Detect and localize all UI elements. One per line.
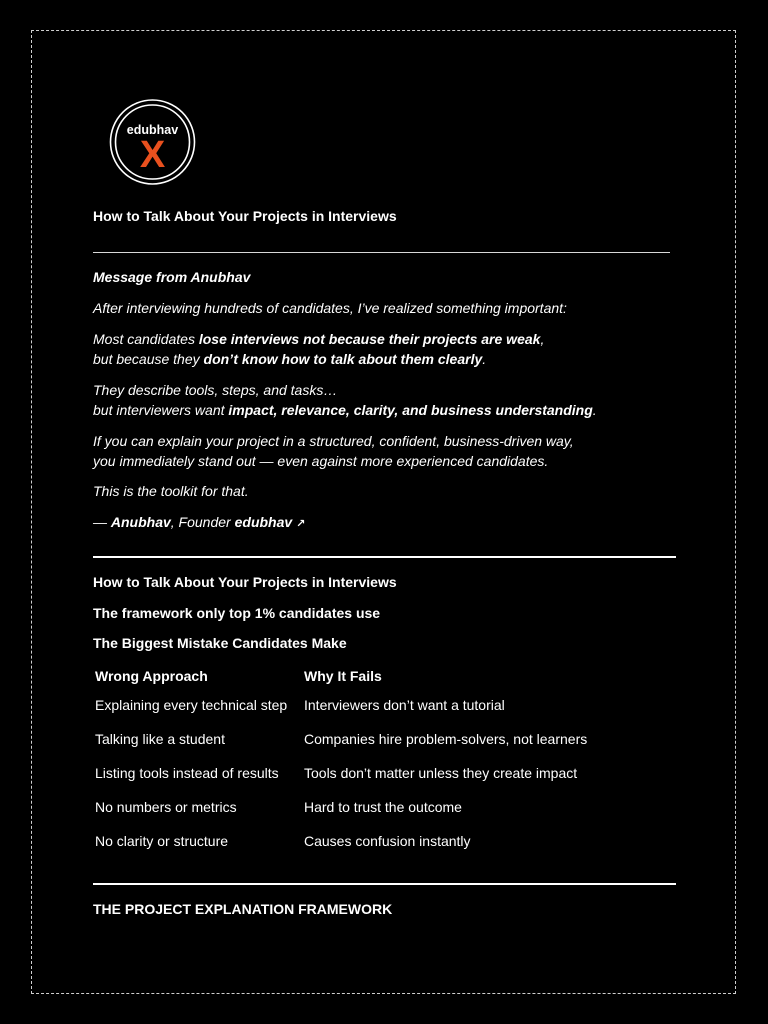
table-header-row (93, 664, 589, 688)
message-paragraph-5: This is the toolkit for that. (93, 483, 249, 499)
message-paragraph-4-line-1: If you can explain your project in a structured, confident, business-driven way, (93, 433, 574, 449)
document-title: How to Talk About Your Projects in Interviews (93, 208, 397, 224)
mistakes-table (93, 664, 589, 858)
message-paragraph-3-line-2: but interviewers want impact, relevance, clarity, and business understanding. (93, 402, 597, 418)
message-paragraph-2-line-2: but because they don’t know how to talk about them clearly. (93, 351, 487, 367)
message-paragraph-1: After interviewing hundreds of candidates, I’ve realized something important: (93, 300, 567, 316)
table-cell: Hard to trust the outcome (304, 799, 462, 815)
signature-name: Anubhav (110, 514, 171, 530)
external-link-icon[interactable]: ↗ (296, 518, 306, 530)
mistakes-heading: The Biggest Mistake Candidates Make (93, 635, 347, 651)
logo-mark: X (139, 134, 166, 176)
table-row (93, 790, 589, 824)
logo-text: edubhav (126, 123, 179, 137)
table-row (93, 824, 589, 858)
table-cell: No numbers or metrics (95, 799, 237, 815)
table-cell: Companies hire problem-solvers, not learners (304, 731, 588, 747)
message-paragraph-4-line-2: you immediately stand out — even against more experienced candidates. (93, 453, 549, 469)
section-divider-2 (93, 883, 676, 885)
table-row (93, 756, 589, 790)
section-divider-1 (93, 556, 676, 558)
message-paragraph-3-line-1: They describe tools, steps, and tasks… (93, 382, 338, 398)
table-header-why-it-fails: Why It Fails (304, 668, 382, 684)
table-cell: Listing tools instead of results (95, 765, 279, 781)
table-cell: Interviewers don’t want a tutorial (304, 697, 505, 713)
framework-heading: THE PROJECT EXPLANATION FRAMEWORK (93, 901, 393, 917)
table-cell: No clarity or structure (95, 833, 229, 849)
table-cell: Causes confusion instantly (304, 833, 471, 849)
table-cell: Tools don’t matter unless they create impact (304, 765, 578, 781)
section-subtitle: The framework only top 1% candidates use (93, 605, 381, 621)
section-title: How to Talk About Your Projects in Interviews (93, 574, 397, 590)
table-cell: Explaining every technical step (95, 697, 288, 713)
table-cell: Talking like a student (95, 731, 225, 747)
message-heading: Message from Anubhav (93, 269, 251, 285)
edubhav-link[interactable]: edubhav (234, 514, 293, 530)
table-row (93, 722, 589, 756)
table-row (93, 688, 589, 722)
title-divider (93, 252, 670, 253)
table-header-wrong-approach: Wrong Approach (95, 668, 208, 684)
signature: — Anubhav, Founder edubhav ↗ (93, 514, 306, 530)
message-paragraph-2-line-1: Most candidates lose interviews not because their projects are weak, (93, 331, 545, 347)
edubhav-logo (107, 99, 198, 185)
